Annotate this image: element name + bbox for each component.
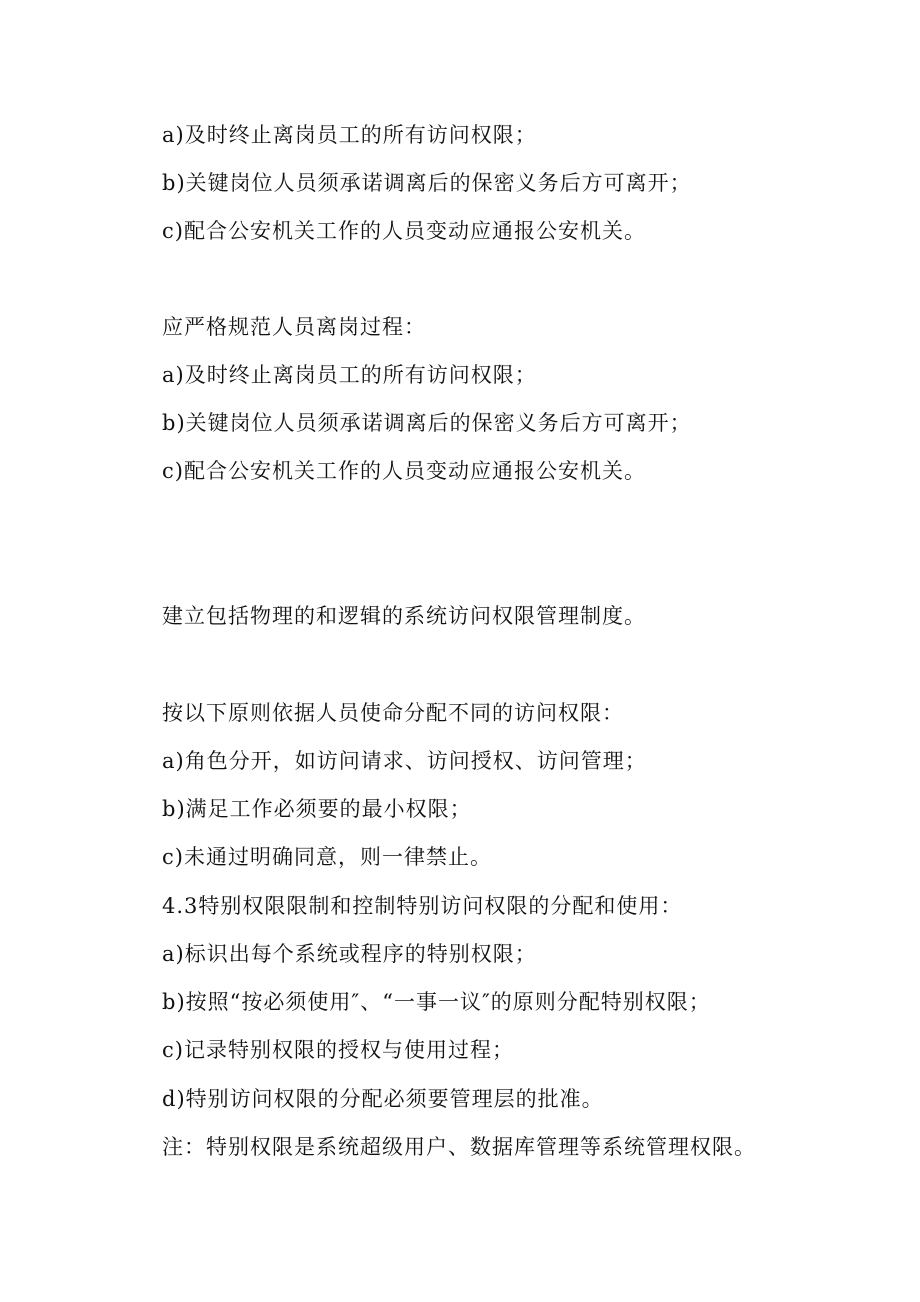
block2-item-b: b)关键岗位人员须承诺调离后的保密义务后方可离开； [162,411,692,435]
block4-item-c: c)未通过明确同意，则一律禁止。 [162,845,492,869]
block5-item-a: a)标识出每个系统或程序的特别权限； [162,942,537,966]
block4-item-a: a)角色分开，如访问请求、访问授权、访问管理； [162,749,647,773]
block1-item-b: b)关键岗位人员须承诺调离后的保密义务后方可离开； [162,171,692,195]
block1-item-c: c)配合公安机关工作的人员变动应通报公安机关。 [162,219,646,243]
block3-statement: 建立包括物理的和逻辑的系统访问权限管理制度。 [162,604,646,628]
block4-heading: 按以下原则依据人员使命分配不同的访问权限： [162,701,624,725]
block2-item-c: c)配合公安机关工作的人员变动应通报公安机关。 [162,459,646,483]
block2-heading: 应严格规范人员离岗过程： [162,315,426,339]
block1-item-a: a)及时终止离岗员工的所有访问权限； [162,123,537,147]
block2-item-a: a)及时终止离岗员工的所有访问权限； [162,363,537,387]
block5-heading: 4.3特别权限限制和控制特别访问权限的分配和使用： [162,894,683,918]
block5-note: 注：特别权限是系统超级用户、数据库管理等系统管理权限。 [162,1135,756,1159]
block4-item-b: b)满足工作必须要的最小权限； [162,797,472,821]
block5-item-d: d)特别访问权限的分配必须要管理层的批准。 [162,1087,604,1111]
block5-item-b: b)按照“按必须使用″、“一事一议″的原则分配特别权限； [162,990,711,1014]
block5-item-c: c)记录特别权限的授权与使用过程； [162,1038,514,1062]
